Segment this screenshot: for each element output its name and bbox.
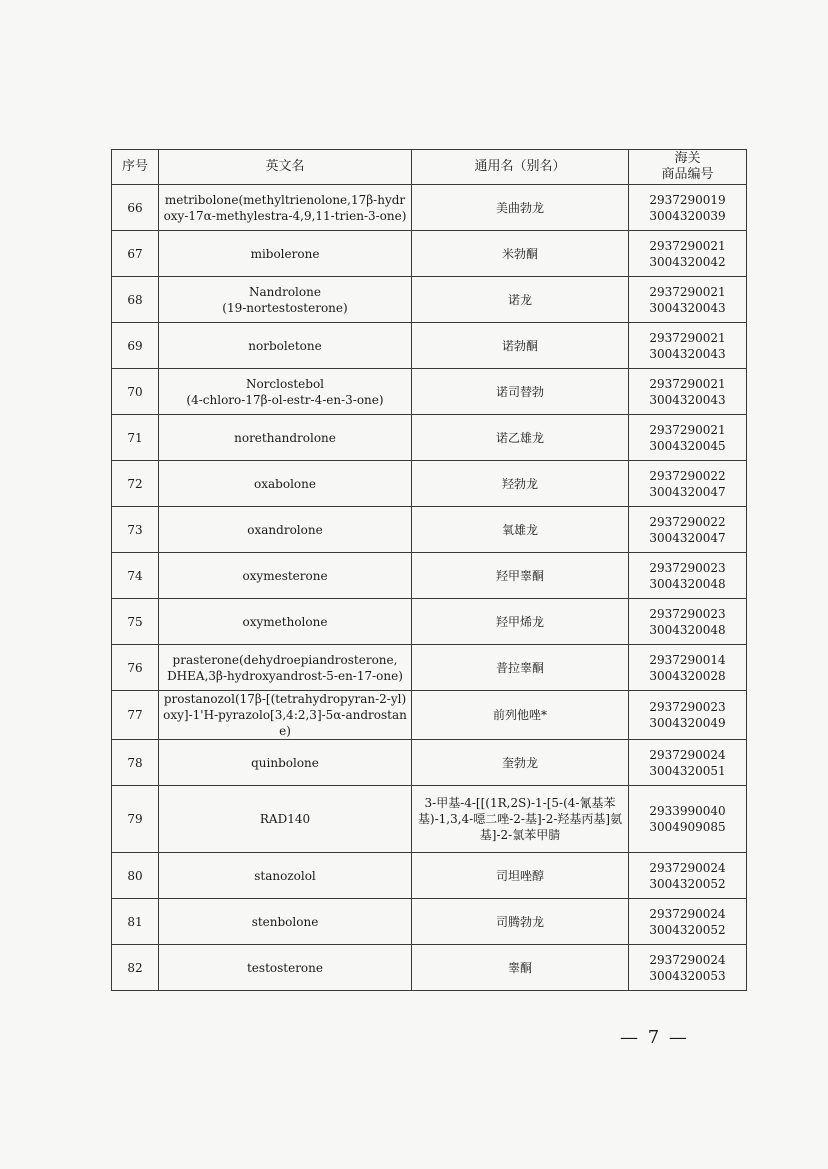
english-name: oxymetholone [159,599,412,645]
table-row [112,740,747,786]
common-name: 米勃酮 [412,231,629,277]
english-name: RAD140 [159,786,412,853]
english-name: mibolerone [159,231,412,277]
common-name: 氧雄龙 [412,507,629,553]
common-name: 奎勃龙 [412,740,629,786]
row-number: 82 [112,945,159,991]
row-number: 69 [112,323,159,369]
table-row [112,369,747,415]
common-name: 3-甲基-4-[[(1R,2S)-1-[5-(4-氰基苯基)-1,3,4-噁二唑-2-基]-2-羟基丙基]氨基]-2-氯苯甲腈 [412,786,629,853]
header-no: 序号 [112,150,159,185]
customs-code-2: 3004320048 [649,576,726,591]
row-number: 77 [112,691,159,740]
customs-code-2: 3004909085 [649,820,726,834]
row-number: 76 [112,645,159,691]
common-name: 羟甲烯龙 [412,599,629,645]
common-name: 司腾勃龙 [412,899,629,945]
customs-code-1: 2937290014 [649,652,726,667]
table-row [112,645,747,691]
table-row [112,461,747,507]
table-row [112,786,747,853]
customs-code-2: 3004320043 [649,300,726,315]
customs-code [629,645,747,691]
customs-code [629,277,747,323]
customs-code-2: 3004320045 [649,438,726,453]
customs-code-2: 3004320051 [649,763,726,778]
english-name: Nandrolone (19-nortestosterone) [159,277,412,323]
row-number: 75 [112,599,159,645]
row-number: 68 [112,277,159,323]
english-name: stanozolol [159,853,412,899]
customs-code-1: 2937290024 [649,906,726,921]
row-number: 70 [112,369,159,415]
table-row [112,899,747,945]
row-number: 81 [112,899,159,945]
substance-table [111,149,747,991]
customs-code-2: 3004320049 [649,716,726,730]
english-name: testosterone [159,945,412,991]
common-name: 诺龙 [412,277,629,323]
table-row [112,945,747,991]
table-row [112,231,747,277]
customs-code [629,599,747,645]
common-name: 羟甲睾酮 [412,553,629,599]
english-name: prasterone(dehydroepiandrosterone, DHEA,3β-hydroxyandrost-5-en-17-one) [159,645,412,691]
english-name: norethandrolone [159,415,412,461]
customs-code-2: 3004320042 [649,254,726,269]
english-name: oxymesterone [159,553,412,599]
customs-code-1: 2937290021 [649,330,726,345]
common-name: 普拉睾酮 [412,645,629,691]
customs-code [629,231,747,277]
page-number: — 7 — [620,1027,689,1048]
row-number: 78 [112,740,159,786]
customs-code-2: 3004320052 [649,922,726,937]
english-name: oxabolone [159,461,412,507]
english-name: prostanozol(17β-[(tetrahydropyran-2-yl)oxy]-1'H-pyrazolo[3,4:2,3]-5α-androstane) [159,691,412,740]
customs-code-2: 3004320028 [649,668,726,683]
english-name: metribolone(methyltrienolone,17β-hydroxy-17α-methylestra-4,9,11-trien-3-one) [159,185,412,231]
customs-code-1: 2937290024 [649,860,726,875]
customs-code-2: 3004320047 [649,530,726,545]
row-number: 67 [112,231,159,277]
customs-code-1: 2933990040 [649,804,726,818]
row-number: 66 [112,185,159,231]
table-row [112,553,747,599]
customs-code-2: 3004320052 [649,876,726,891]
customs-code-1: 2937290023 [649,560,726,575]
table-row [112,599,747,645]
customs-code [629,323,747,369]
common-name: 美曲勃龙 [412,185,629,231]
table-row [112,853,747,899]
customs-code-1: 2937290024 [649,952,726,967]
customs-code-1: 2937290021 [649,284,726,299]
table-row [112,507,747,553]
customs-code [629,185,747,231]
row-number: 71 [112,415,159,461]
customs-code-1: 2937290023 [649,700,726,714]
customs-code-1: 2937290021 [649,376,726,391]
customs-code [629,740,747,786]
common-name: 睾酮 [412,945,629,991]
english-name: quinbolone [159,740,412,786]
customs-code-1: 2937290024 [649,747,726,762]
customs-code [629,945,747,991]
customs-code [629,369,747,415]
customs-code [629,461,747,507]
customs-code [629,415,747,461]
row-number: 74 [112,553,159,599]
row-number: 79 [112,786,159,853]
row-number: 80 [112,853,159,899]
common-name: 诺司替勃 [412,369,629,415]
row-number: 73 [112,507,159,553]
table-row [112,277,747,323]
customs-code-1: 2937290021 [649,238,726,253]
english-name: stenbolone [159,899,412,945]
customs-code-1: 2937290022 [649,468,726,483]
common-name: 羟勃龙 [412,461,629,507]
common-name: 前列他唑* [412,691,629,740]
table-row [112,691,747,740]
common-name: 诺乙雄龙 [412,415,629,461]
customs-code-1: 2937290022 [649,514,726,529]
header-english-name: 英文名 [159,150,412,185]
table-row [112,323,747,369]
header-common-name: 通用名（别名） [412,150,629,185]
english-name: oxandrolone [159,507,412,553]
header-customs-code: 海关 商品编号 [629,150,747,185]
table-header-row [112,150,747,185]
customs-code-2: 3004320047 [649,484,726,499]
customs-code-2: 3004320043 [649,392,726,407]
table-row [112,185,747,231]
customs-code-2: 3004320043 [649,346,726,361]
customs-code [629,691,747,740]
english-name: norboletone [159,323,412,369]
customs-code [629,507,747,553]
customs-code-1: 2937290023 [649,606,726,621]
customs-code [629,786,747,853]
customs-code [629,853,747,899]
customs-code-1: 2937290019 [649,192,726,207]
common-name: 司坦唑醇 [412,853,629,899]
customs-code-2: 3004320048 [649,622,726,637]
table-row [112,415,747,461]
row-number: 72 [112,461,159,507]
customs-code [629,899,747,945]
table-body [112,185,747,991]
common-name: 诺勃酮 [412,323,629,369]
customs-code [629,553,747,599]
customs-code-1: 2937290021 [649,422,726,437]
customs-code-2: 3004320053 [649,968,726,983]
customs-code-2: 3004320039 [649,208,726,223]
english-name: Norclostebol (4-chloro-17β-ol-estr-4-en-3-one) [159,369,412,415]
